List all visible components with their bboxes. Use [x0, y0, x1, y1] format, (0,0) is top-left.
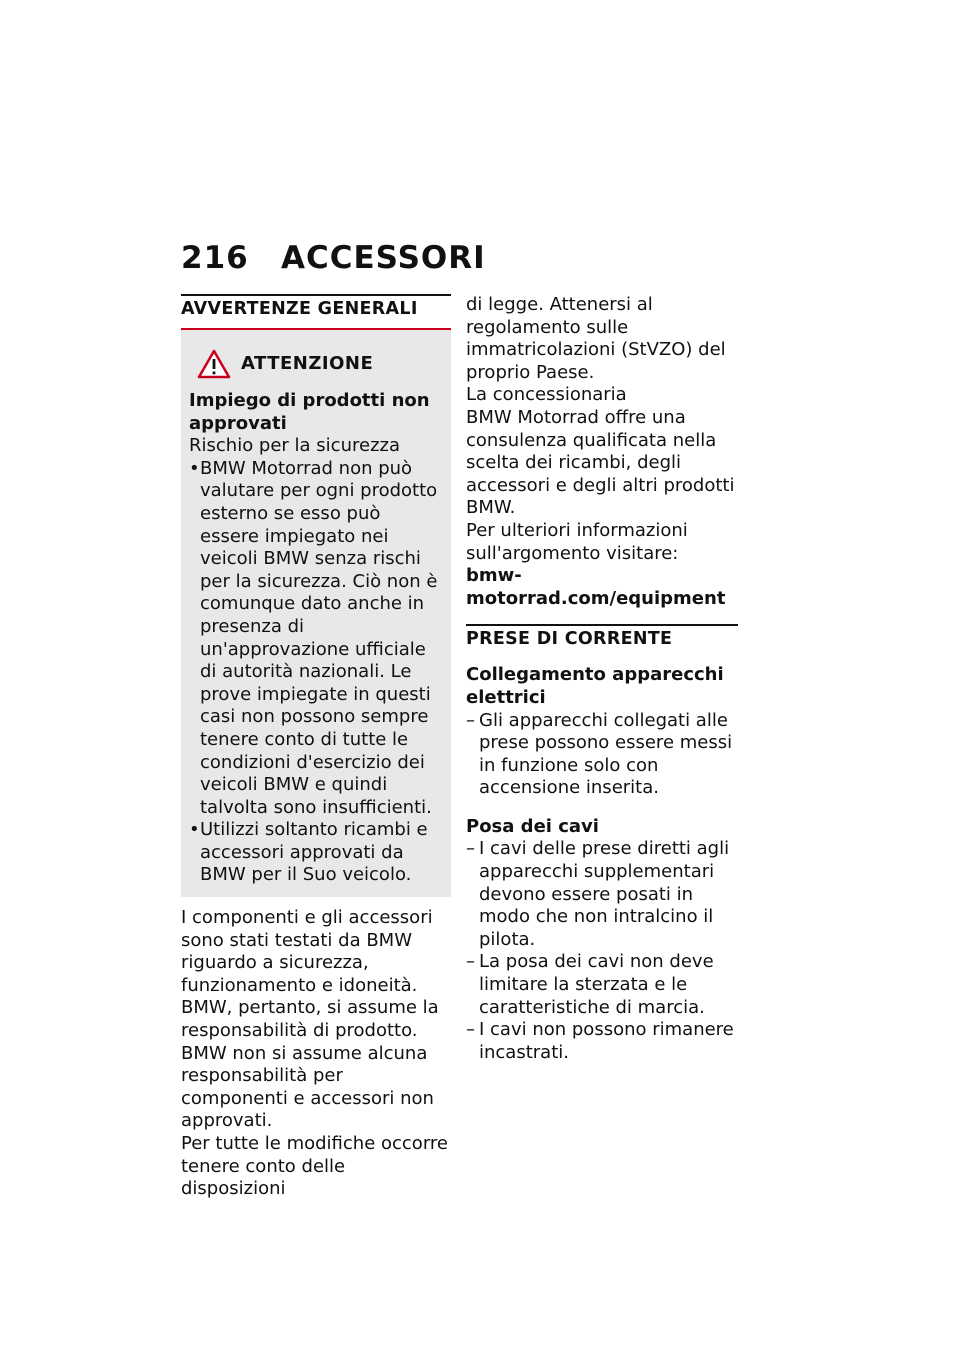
paragraph-approval: I componenti e gli accessori sono stati testati da BMW riguardo a sicurezza, funzionamento e idoneità. BMW, pertanto, si assume la responsabilità di prodotto. BMW non si assume alcuna responsabilità per componenti e accessori non approvati. [181, 907, 439, 1132]
list-item: • BMW Motorrad non può valutare per ogni prodotto esterno se esso può essere impiegato nei veicoli BMW senza rischi per la sicurezza. Ciò non è comunque dato anche in presenza di un'approvazione ufficiale di autorità nazionali. Le prove impiegate in questi casi non possono sempre tenere conto di tutte le condizioni d'esercizio dei veicoli BMW e quindi talvolta sono insufficienti. [189, 458, 445, 820]
warning-heading: Impiego di prodotti non approvati [189, 390, 430, 434]
list-item: – La posa dei cavi non deve limitare la sterzata e le caratteristiche di marcia. [466, 951, 738, 1019]
warning-header [189, 344, 445, 384]
paragraph-regulations-end: di legge. Attenersi al regolamento sulle immatricolazioni (StVZO) del proprio Paese. [466, 294, 726, 383]
devices-list [466, 710, 738, 800]
list-item: • Utilizzi soltanto ricambi e accessori approvati da BMW per il Suo veicolo. [189, 819, 445, 887]
warning-bullet-list [189, 458, 445, 887]
right-column [466, 294, 738, 1064]
chapter-title: ACCESSORI [281, 240, 486, 276]
subhead-cable-routing: Posa dei cavi [466, 815, 599, 837]
warning-box [181, 330, 451, 897]
cables-list [466, 838, 738, 1064]
list-item: – Gli apparecchi collegati alle prese possono essere messi in funzione solo con accensione inserita. [466, 710, 738, 800]
page-number: 216 [181, 240, 249, 276]
section-title-power-sockets: PRESE DI CORRENTE [466, 624, 738, 658]
info-text: Per ulteriori informazioni sull'argomento visitare: [466, 519, 688, 564]
warning-risk: Rischio per la sicurezza [189, 435, 400, 457]
page-header [181, 240, 486, 276]
subhead-electrical-devices: Collegamento apparecchi elettrici [466, 664, 724, 708]
paragraph-regulations-start: Per tutte le modifiche occorre tenere conto delle disposizioni [181, 1133, 448, 1200]
section-title-general-warnings: AVVERTENZE GENERALI [181, 294, 451, 328]
left-column [181, 294, 451, 1201]
list-item: – I cavi delle prese diretti agli apparecchi supplementari devono essere posati in modo che non intralcino il pilota. [466, 838, 738, 951]
dealer-text: BMW Motorrad offre una consulenza qualificata nella scelta dei ricambi, degli accessori e degli altri prodotti BMW. [466, 406, 735, 519]
warning-triangle-icon [197, 349, 231, 379]
list-item: – I cavi non possono rimanere incastrati. [466, 1019, 738, 1064]
dealer-heading: La concessionaria [466, 384, 627, 406]
warning-label: ATTENZIONE [241, 352, 374, 374]
info-link[interactable]: bmw-motorrad.com/equipment [466, 565, 726, 609]
